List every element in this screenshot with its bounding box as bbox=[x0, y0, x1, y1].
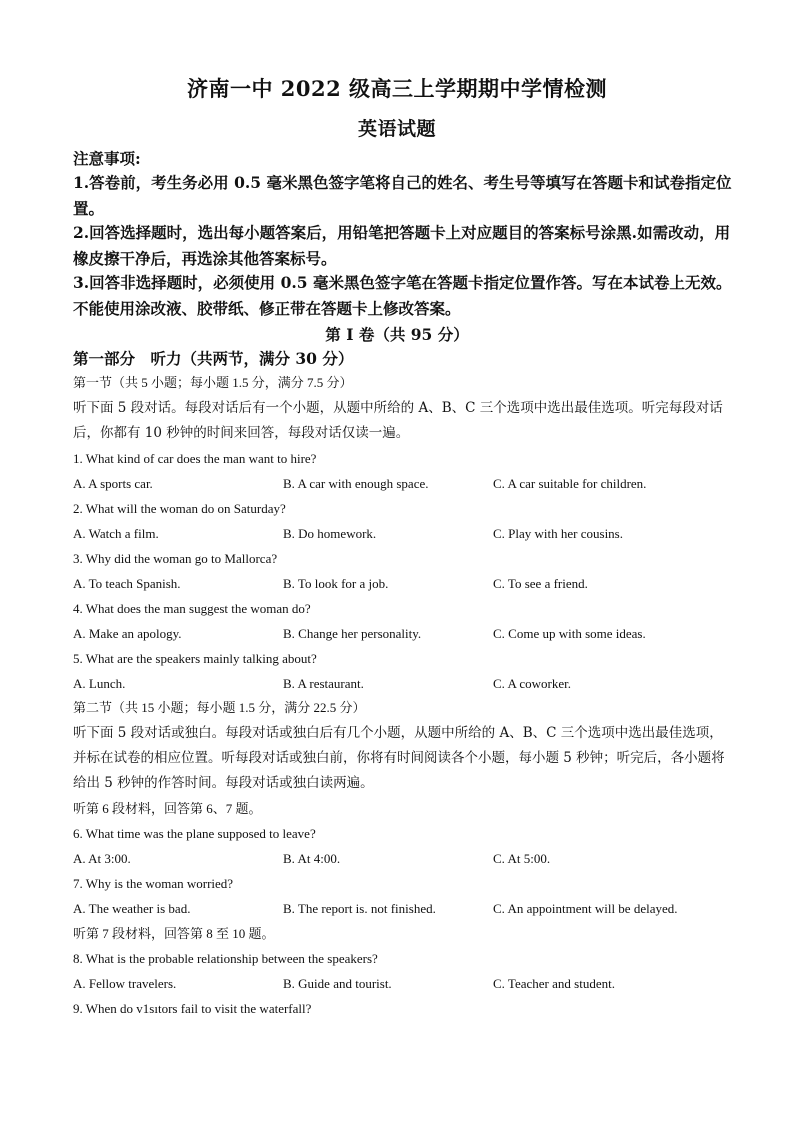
notice-item-3: 3.回答非选择题时，必须使用 0.5 毫米黑色签字笔在答题卡指定位置作答。写在本试卷上无效。不能使用涂改液、胶带纸、修正带在答题卡上修改答案。 bbox=[73, 273, 732, 318]
option-a: A. Lunch. bbox=[73, 676, 126, 691]
section2-instructions: 听下面 5 段对话或独白。每段对话或独白后有几个小题，从题中所给的 A、B、C 三个选项中选出最佳选项，并标在试卷的相应位置。听每段对话或独白前，你将有时间阅读各个小题，每小题 5 秒钟；听完后，各小题将给出 5 秒钟的作答时间。每段对话或独白读两遍。 bbox=[73, 725, 725, 791]
option-c: C. A car suitable for children. bbox=[493, 476, 647, 491]
option-a: A. A sports car. bbox=[73, 476, 153, 491]
notice-item-2: 2.回答选择题时，选出每小题答案后，用铅笔把答题卡上对应题目的答案标号涂黑.如需改动，用橡皮擦干净后，再选涂其他答案标号。 bbox=[73, 223, 731, 268]
part1-header: 第一部分 听力（共两节，满分 30 分） bbox=[73, 349, 354, 368]
section1-instructions: 听下面 5 段对话。每段对话后有一个小题，从题中所给的 A、B、C 三个选项中选出最佳选项。听完每段对话后，你都有 10 秒钟的时间来回答，每段对话仅读一遍。 bbox=[73, 400, 723, 441]
notice-heading: 注意事项: bbox=[73, 149, 141, 168]
option-b: B. A car with enough space. bbox=[283, 476, 429, 491]
option-a: A. To teach Spanish. bbox=[73, 576, 181, 591]
option-a: A. Watch a film. bbox=[73, 526, 159, 541]
option-a: A. At 3:00. bbox=[73, 851, 131, 866]
question-text: 3. Why did the woman go to Mallorca? bbox=[73, 551, 278, 566]
question-9-text: 9. When do v1sıtors fail to visit the waterfall? bbox=[73, 1001, 312, 1016]
option-b: B. Do homework. bbox=[283, 526, 377, 541]
question-text: 6. What time was the plane supposed to leave? bbox=[73, 826, 316, 841]
option-c: C. A coworker. bbox=[493, 676, 571, 691]
option-a: A. Fellow travelers. bbox=[73, 976, 177, 991]
option-b: B. Guide and tourist. bbox=[283, 976, 392, 991]
option-b: B. To look for a job. bbox=[283, 576, 389, 591]
option-a: A. The weather is bad. bbox=[73, 901, 191, 916]
option-c: C. To see a friend. bbox=[493, 576, 588, 591]
section1-header: 第一节（共 5 小题；每小题 1.5 分，满分 7.5 分） bbox=[73, 375, 353, 390]
exam-subtitle: 英语试题 bbox=[357, 118, 436, 140]
option-c: C. Play with her cousins. bbox=[493, 526, 623, 541]
option-a: A. Make an apology. bbox=[73, 626, 182, 641]
notice-item-1: 1.答卷前，考生务必用 0.5 毫米黑色签字笔将自己的姓名、考生号等填写在答题卡和试卷指定位置。 bbox=[73, 173, 732, 218]
option-b: B. At 4:00. bbox=[283, 851, 341, 866]
material-7-note: 听第 7 段材料，回答第 8 至 10 题。 bbox=[73, 926, 275, 941]
question-text: 1. What kind of car does the man want to hire? bbox=[73, 451, 317, 466]
option-b: B. The report is. not finished. bbox=[283, 901, 436, 916]
question-text: 5. What are the speakers mainly talking about? bbox=[73, 651, 317, 666]
question-text: 7. Why is the woman worried? bbox=[73, 876, 234, 891]
question-text: 4. What does the man suggest the woman do? bbox=[73, 601, 311, 616]
option-c: C. Teacher and student. bbox=[493, 976, 615, 991]
volume-header: 第 I 卷（共 95 分） bbox=[325, 325, 469, 344]
option-b: B. A restaurant. bbox=[283, 676, 364, 691]
option-c: C. An appointment will be delayed. bbox=[493, 901, 678, 916]
exam-title: 济南一中 2022 级高三上学期期中学情检测 bbox=[186, 76, 608, 101]
question-text: 2. What will the woman do on Saturday? bbox=[73, 501, 286, 516]
section2-header: 第二节（共 15 小题；每小题 1.5 分，满分 22.5 分） bbox=[73, 700, 366, 715]
option-c: C. At 5:00. bbox=[493, 851, 551, 866]
option-c: C. Come up with some ideas. bbox=[493, 626, 646, 641]
material-6-note: 听第 6 段材料，回答第 6、7 题。 bbox=[73, 801, 262, 816]
question-text: 8. What is the probable relationship between the speakers? bbox=[73, 951, 378, 966]
option-b: B. Change her personality. bbox=[283, 626, 422, 641]
